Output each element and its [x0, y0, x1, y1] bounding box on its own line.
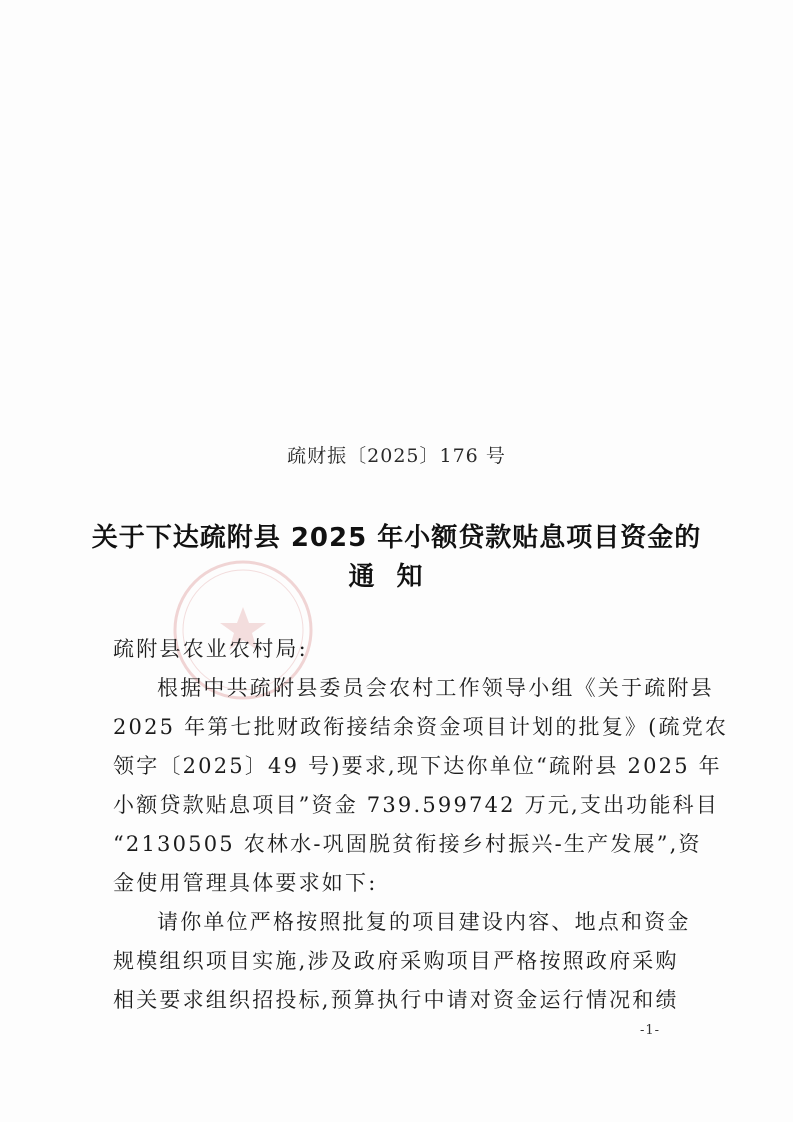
- paragraph1-line: 根据中共疏附县委员会农村工作领导小组《关于疏附县: [157, 676, 714, 700]
- paragraph1-line: 小额贷款贴息项目”资金 739.599742 万元,支出功能科目: [113, 793, 720, 817]
- paragraph2-line: 规模组织项目实施,涉及政府采购项目严格按照政府采购: [113, 949, 679, 973]
- paragraph1-line: 2025 年第七批财政衔接结余资金项目计划的批复》(疏党农: [113, 715, 729, 739]
- paragraph1-line: “2130505 农林水-巩固脱贫衔接乡村振兴-生产发展”,资: [113, 832, 702, 856]
- document-title-line2: 通知: [348, 562, 445, 592]
- paragraph1-line: 金使用管理具体要求如下:: [113, 871, 378, 895]
- paragraph1-line: 领字〔2025〕49 号)要求,现下达你单位“疏附县 2025 年: [113, 754, 722, 778]
- page-number: -1-: [640, 1023, 661, 1038]
- paragraph2-line: 相关要求组织招投标,预算执行中请对资金运行情况和绩: [113, 988, 679, 1012]
- document-title-line1: 关于下达疏附县 2025 年小额贷款贴息项目资金的: [91, 523, 702, 553]
- addressee: 疏附县农业农村局:: [113, 637, 308, 661]
- paragraph2-line: 请你单位严格按照批复的项目建设内容、地点和资金: [157, 910, 691, 934]
- document-number: 疏财振〔2025〕176 号: [287, 445, 506, 467]
